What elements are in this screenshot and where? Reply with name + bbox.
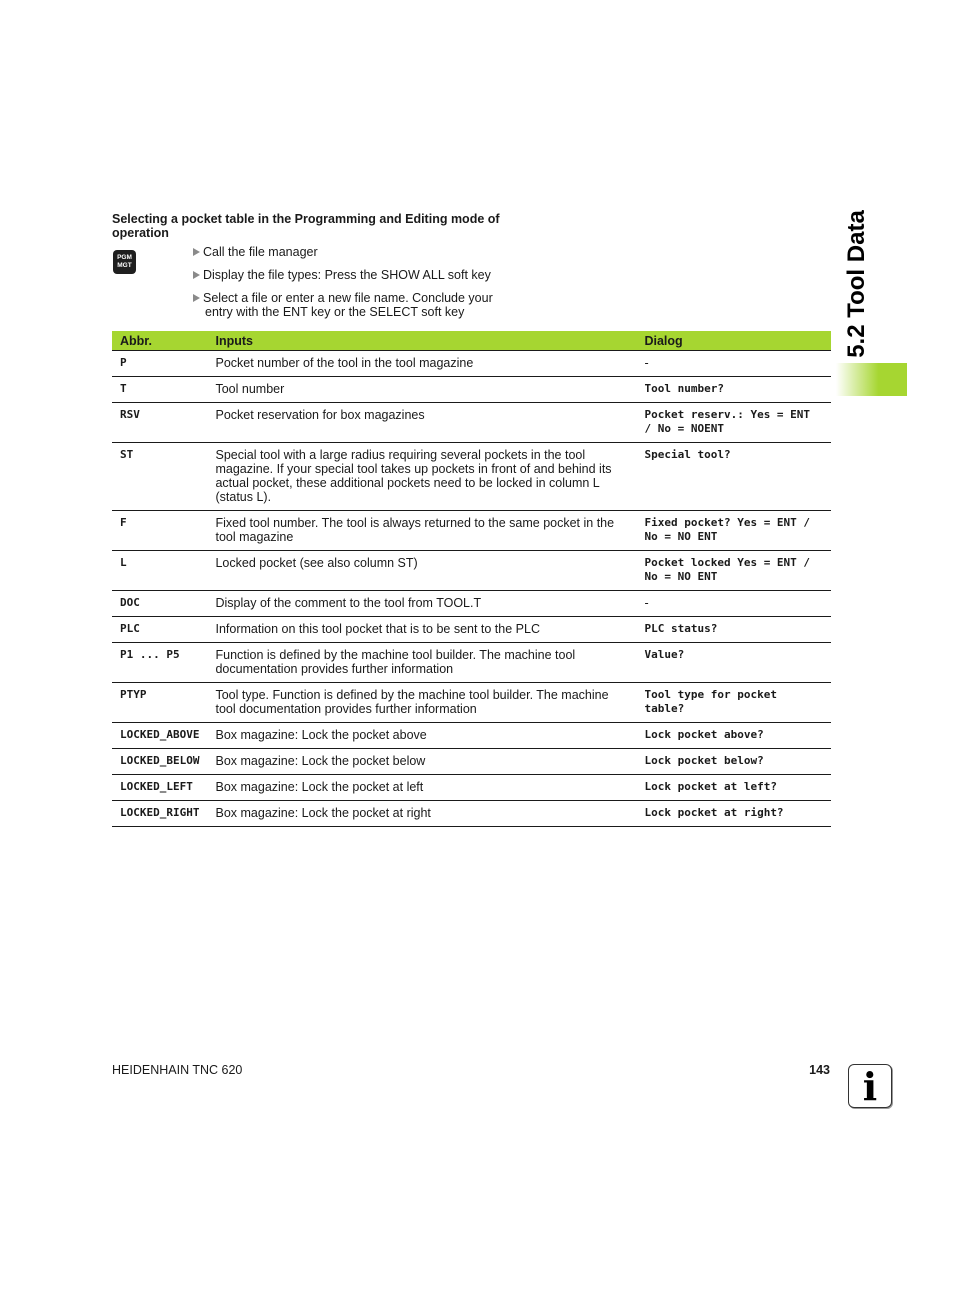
side-title-text: 5.2 Tool Data [843, 210, 870, 358]
cell-abbr: T [112, 377, 207, 403]
step-arrow-icon [193, 248, 200, 256]
cell-inputs: Tool type. Function is defined by the machine tool builder. The machine tool documentation provides further information [207, 683, 636, 723]
cell-inputs: Tool number [207, 377, 636, 403]
cell-inputs: Box magazine: Lock the pocket above [207, 723, 636, 749]
header-dialog: Dialog [636, 331, 831, 351]
key-label-top: PGM [117, 254, 132, 261]
cell-dialog: Special tool? [636, 443, 831, 511]
cell-inputs: Display of the comment to the tool from TOOL.T [207, 591, 636, 617]
section-heading: Selecting a pocket table in the Programming and Editing mode of operation [112, 212, 500, 240]
cell-dialog: PLC status? [636, 617, 831, 643]
cell-dialog: Pocket locked Yes = ENT / No = NO ENT [636, 551, 831, 591]
cell-abbr: LOCKED_BELOW [112, 749, 207, 775]
step-arrow-icon [193, 271, 200, 279]
cell-dialog: Lock pocket below? [636, 749, 831, 775]
cell-inputs: Box magazine: Lock the pocket at right [207, 801, 636, 827]
table-row [112, 403, 831, 443]
step-text-continued: entry with the ENT key or the SELECT soft key [205, 305, 465, 319]
cell-dialog: Lock pocket above? [636, 723, 831, 749]
chapter-side-title [838, 210, 876, 358]
cell-abbr: LOCKED_RIGHT [112, 801, 207, 827]
info-icon: i [848, 1064, 892, 1108]
cell-inputs: Fixed tool number. The tool is always returned to the same pocket in the tool magazine [207, 511, 636, 551]
table-row [112, 643, 831, 683]
table-row [112, 617, 831, 643]
table-row [112, 775, 831, 801]
cell-abbr: LOCKED_LEFT [112, 775, 207, 801]
footer-product-name: HEIDENHAIN TNC 620 [112, 1063, 243, 1077]
cell-dialog: Tool number? [636, 377, 831, 403]
cell-inputs: Information on this tool pocket that is to be sent to the PLC [207, 617, 636, 643]
cell-dialog: - [636, 351, 831, 377]
cell-dialog: Pocket reserv.: Yes = ENT / No = NOENT [636, 403, 831, 443]
chapter-tab-marker [836, 363, 907, 396]
cell-dialog: Tool type for pocket table? [636, 683, 831, 723]
cell-inputs: Special tool with a large radius requiring several pockets in the tool magazine. If your special tool takes up pockets in front of and behind its actual pocket, these additional pockets need to be locked in column L (status L). [207, 443, 636, 511]
table-header-row [112, 331, 831, 351]
table-row [112, 551, 831, 591]
step-arrow-icon [193, 294, 200, 302]
cell-inputs: Box magazine: Lock the pocket at left [207, 775, 636, 801]
table-row [112, 351, 831, 377]
cell-dialog: Lock pocket at right? [636, 801, 831, 827]
cell-abbr: F [112, 511, 207, 551]
cell-abbr: RSV [112, 403, 207, 443]
table-row [112, 591, 831, 617]
cell-dialog: Lock pocket at left? [636, 775, 831, 801]
cell-abbr: P1 ... P5 [112, 643, 207, 683]
cell-inputs: Locked pocket (see also column ST) [207, 551, 636, 591]
cell-dialog: - [636, 591, 831, 617]
table-row [112, 377, 831, 403]
cell-abbr: P [112, 351, 207, 377]
page-number: 143 [809, 1063, 830, 1077]
step-3 [193, 291, 523, 319]
pgm-mgt-key-icon [113, 250, 136, 274]
cell-dialog: Fixed pocket? Yes = ENT / No = NO ENT [636, 511, 831, 551]
cell-inputs: Function is defined by the machine tool builder. The machine tool documentation provides further information [207, 643, 636, 683]
table-row [112, 511, 831, 551]
cell-abbr: ST [112, 443, 207, 511]
cell-abbr: DOC [112, 591, 207, 617]
table-row [112, 723, 831, 749]
table-row [112, 683, 831, 723]
header-inputs: Inputs [207, 331, 636, 351]
step-text: Display the file types: Press the SHOW ALL soft key [203, 268, 491, 282]
cell-abbr: PLC [112, 617, 207, 643]
step-2 [193, 268, 523, 282]
pocket-table-columns [112, 331, 831, 827]
table-row [112, 443, 831, 511]
cell-abbr: LOCKED_ABOVE [112, 723, 207, 749]
cell-dialog: Value? [636, 643, 831, 683]
key-label-bottom: MGT [117, 262, 132, 269]
cell-inputs: Pocket reservation for box magazines [207, 403, 636, 443]
cell-abbr: L [112, 551, 207, 591]
table-row [112, 749, 831, 775]
step-1 [193, 245, 523, 259]
cell-inputs: Box magazine: Lock the pocket below [207, 749, 636, 775]
cell-abbr: PTYP [112, 683, 207, 723]
cell-inputs: Pocket number of the tool in the tool magazine [207, 351, 636, 377]
header-abbr: Abbr. [112, 331, 207, 351]
step-text: Call the file manager [203, 245, 318, 259]
table-row [112, 801, 831, 827]
step-text: Select a file or enter a new file name. Conclude your [203, 291, 493, 305]
